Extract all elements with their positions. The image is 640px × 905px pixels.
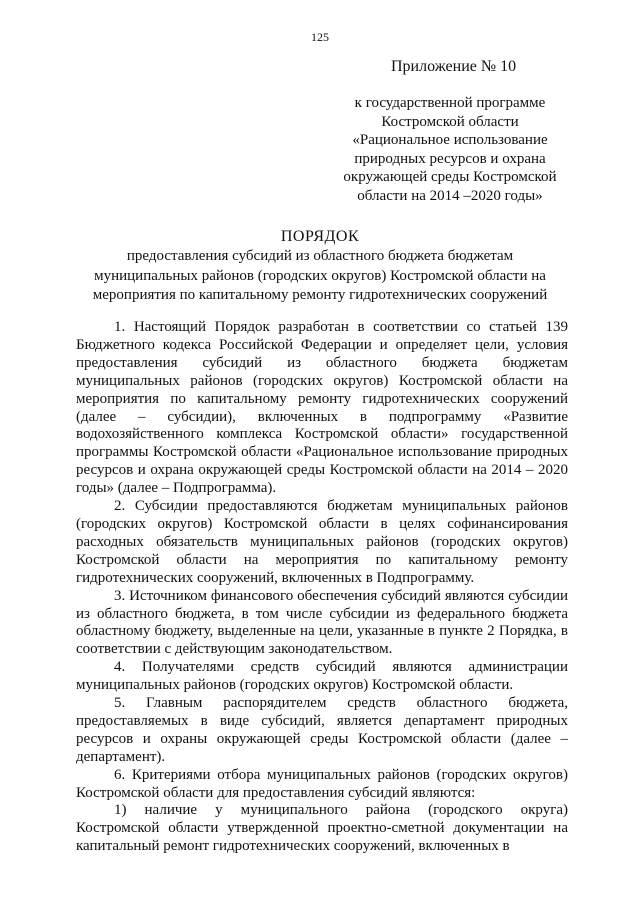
page-number: 125 — [311, 30, 329, 44]
paragraph-4: 4. Получателями средств субсидий являются администрации муниципальных районов (городских округов) Костромской области. — [76, 659, 568, 694]
paragraph-6-item-1: 1) наличие у муниципального района (городского округа) Костромской области утвержденной проектно-сметной документации на капитальный ремонт гидротехнических сооружений, включенных в — [76, 802, 568, 855]
appendix-ref-line: природных ресурсов и охрана — [354, 150, 546, 167]
document-body — [76, 319, 568, 856]
appendix-ref-line: «Рациональное использование — [352, 132, 548, 148]
document-title: ПОРЯДОК — [280, 228, 360, 245]
appendix-ref-line: к государственной программе — [354, 95, 546, 111]
paragraph-3: 3. Источником финансового обеспечения субсидий являются субсидии из областного бюджета, в том числе субсидии из федерального бюджета областному бюджету, выделенные на цели, указанные в пункте 2 Порядка, в соответствии с действующим законодательством. — [76, 587, 568, 658]
paragraph-6: 6. Критериями отбора муниципальных районов (городских округов) Костромской области для предоставления субсидий являются: — [76, 766, 568, 801]
subtitle-line: муниципальных районов (городских округов) Костромской области на — [94, 267, 546, 284]
document-subtitle — [60, 247, 580, 306]
paragraph-2: 2. Субсидии предоставляются бюджетам муниципальных районов (городских округов) Костромской области в целях софинансирования расходных обязательств муниципальных районов (городских округов) Костромской области на мероприятия по капитальному ремонту гидротехнических сооружений, включенных в Подпрограмму. — [76, 498, 568, 586]
paragraph-5: 5. Главным распорядителем средств областного бюджета, предоставляемых в виде субсидий, является департамент природных ресурсов и охраны окружающей среды Костромской области (далее – департамент). — [76, 695, 568, 765]
subtitle-line: мероприятия по капитальному ремонту гидротехнических сооружений — [92, 287, 548, 303]
appendix-ref-line: области на 2014 –2020 годы» — [357, 187, 543, 204]
subtitle-line: предоставления субсидий из областного бюджета бюджетам — [126, 248, 514, 264]
appendix-ref-line: Костромской области — [381, 113, 519, 130]
paragraph-1: 1. Настоящий Порядок разработан в соответствии со статьей 139 Бюджетного кодекса Российской Федерации и определяет цели, условия предоставления субсидий из областного бюджета бюджетам муниципальных районов (городских округов) Костромской области на мероприятия по капитальному ремонту гидротехнических сооружений (далее – субсидии), включенных в подпрограмму «Развитие водохозяйственного комплекса Костромской области» государственной программы Костромской области «Рациональное использование природных ресурсов и охрана окружающей среды Костромской области на 2014 – 2020 годы» (далее – Подпрограмма). — [76, 319, 568, 497]
appendix-title: Приложение № 10 — [391, 58, 517, 75]
appendix-reference — [330, 94, 570, 205]
appendix-ref-line: окружающей среды Костромской — [343, 169, 557, 185]
